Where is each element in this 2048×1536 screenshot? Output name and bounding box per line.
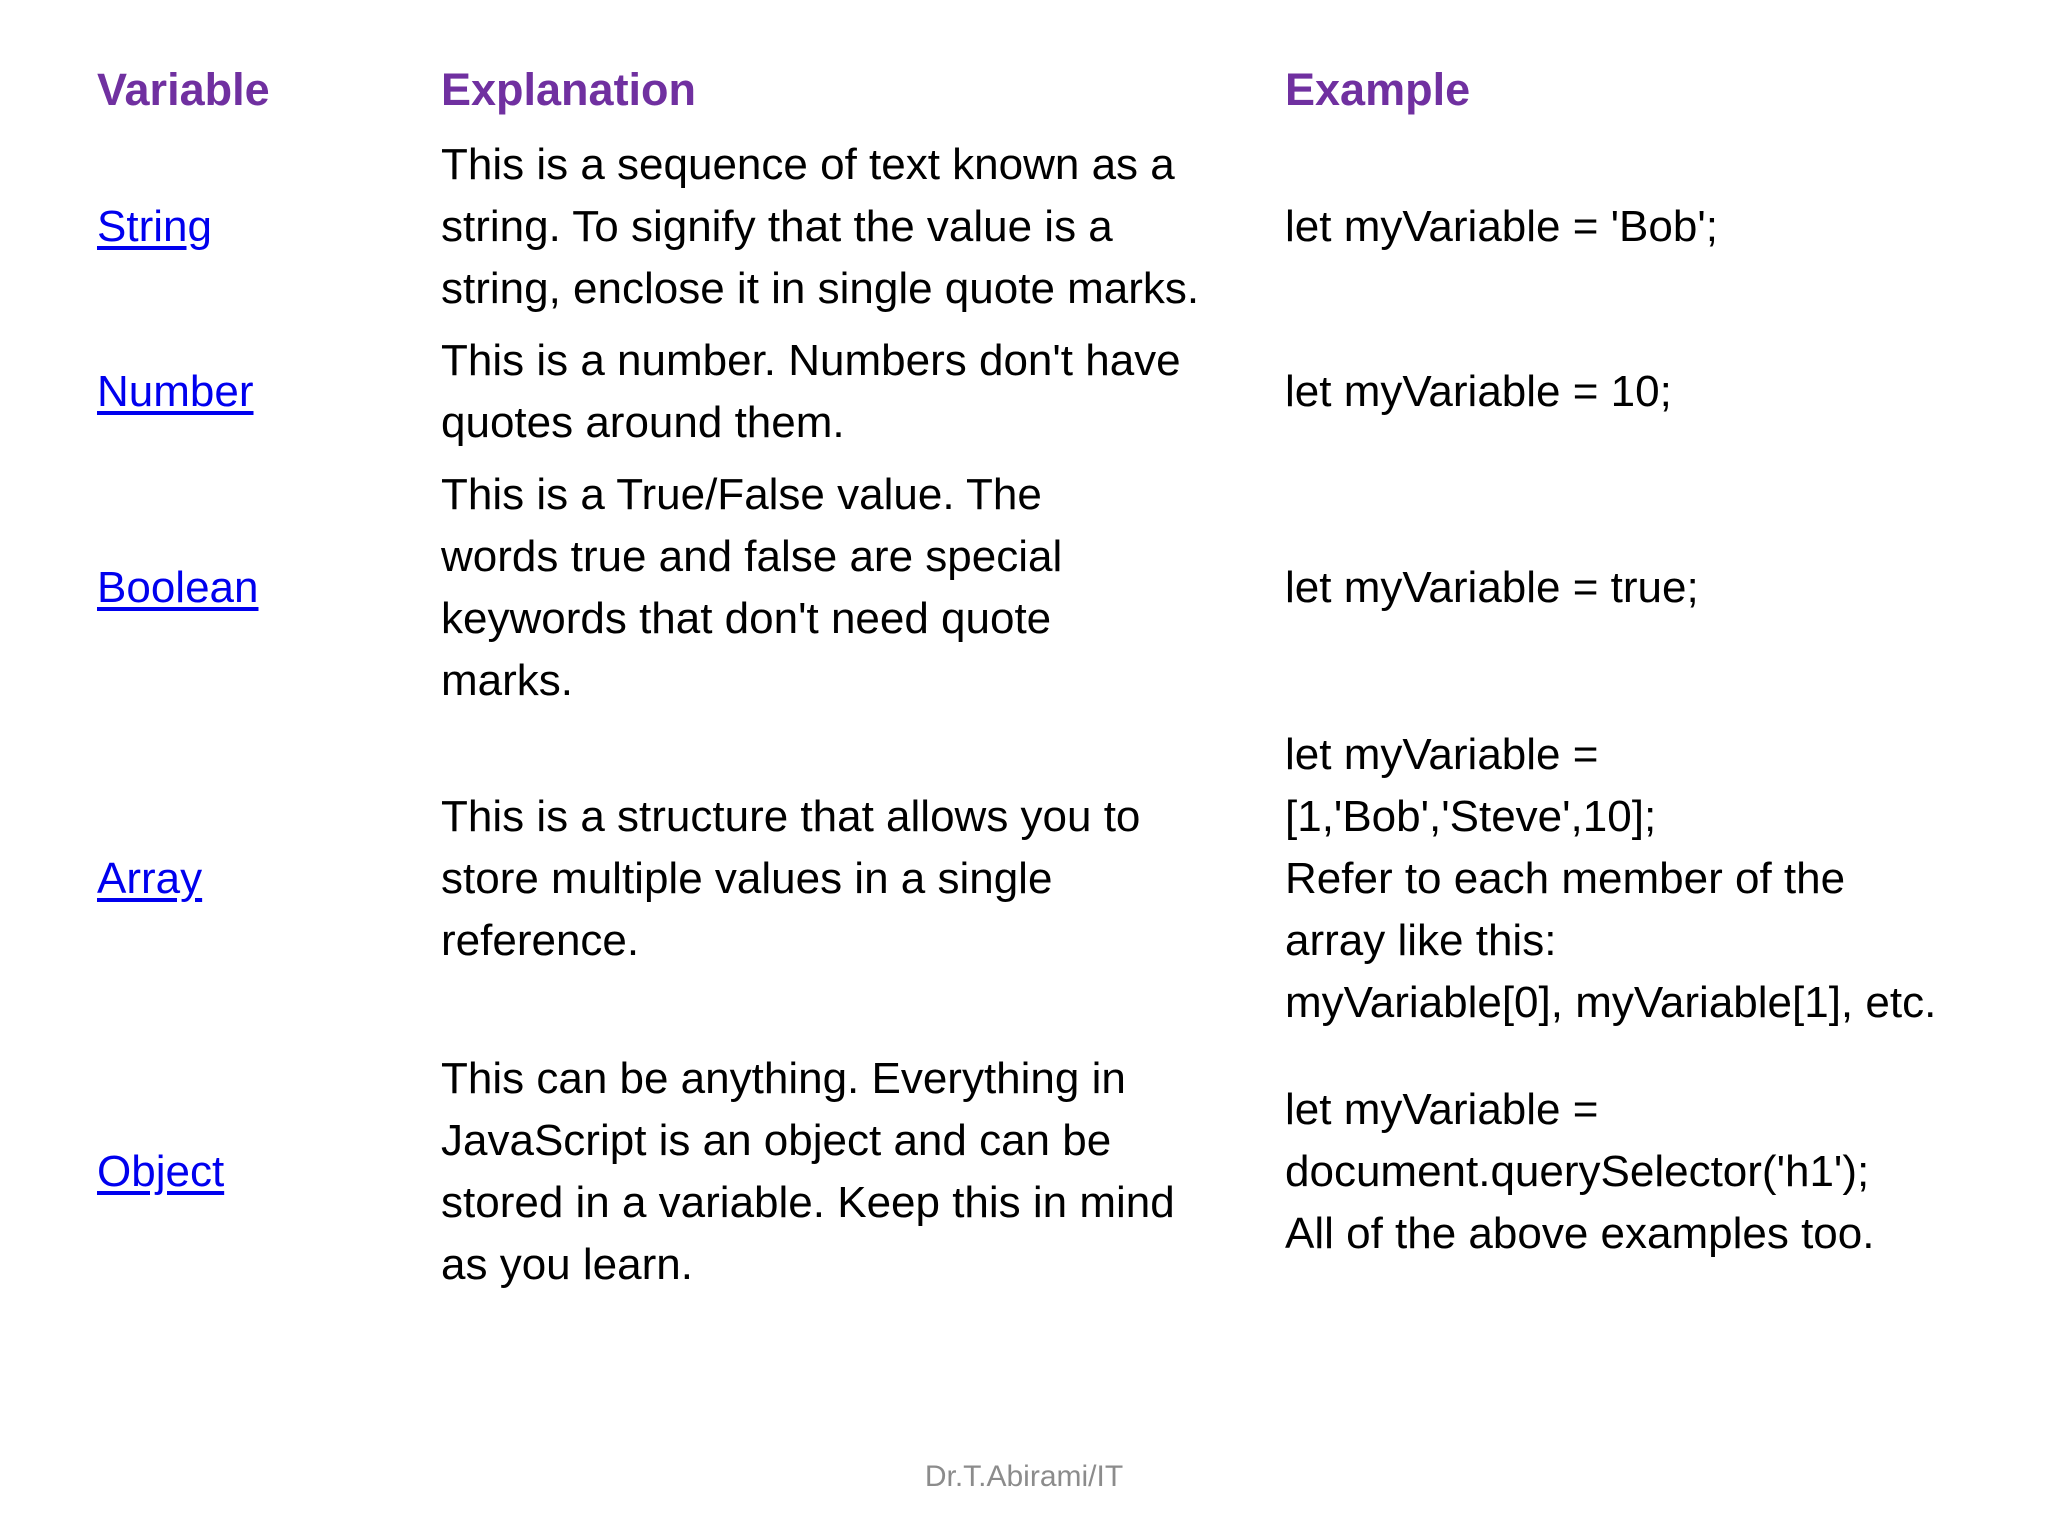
table-row-object — [0, 1044, 2048, 1300]
header-variable: Variable — [97, 64, 270, 115]
link-number[interactable]: Number — [97, 367, 254, 416]
example-array: let myVariable = [1,'Bob','Steve',10]; Refer to each member of the array like this: myVariable[0], myVariable[1], etc. — [1285, 730, 1937, 1027]
header-explanation: Explanation — [441, 64, 697, 115]
link-string[interactable]: String — [97, 202, 212, 251]
header-example: Example — [1285, 64, 1471, 115]
example-boolean: let myVariable = true; — [1285, 563, 1699, 612]
example-number: let myVariable = 10; — [1285, 367, 1672, 416]
example-object: let myVariable = document.querySelector('h1'); All of the above examples too. — [1285, 1085, 1875, 1258]
link-boolean[interactable]: Boolean — [97, 563, 259, 612]
link-array[interactable]: Array — [97, 854, 203, 903]
table-row-string — [0, 130, 2048, 324]
table-row-number — [0, 326, 2048, 458]
example-string: let myVariable = 'Bob'; — [1285, 202, 1718, 251]
explanation-boolean: This is a True/False value. The words true and false are special keywords that don't need quote marks. — [441, 470, 1063, 705]
footer-credit: Dr.T.Abirami/IT — [924, 1460, 1124, 1493]
table-row-boolean — [0, 462, 2048, 714]
table-row-array — [0, 720, 2048, 1038]
explanation-string: This is a sequence of text known as a string. To signify that the value is a string, enclose it in single quote marks. — [441, 140, 1200, 313]
explanation-array: This is a structure that allows you to store multiple values in a single reference. — [441, 792, 1141, 965]
explanation-number: This is a number. Numbers don't have quotes around them. — [441, 336, 1181, 447]
explanation-object: This can be anything. Everything in JavaScript is an object and can be stored in a variable. Keep this in mind as you learn. — [441, 1054, 1175, 1289]
link-object[interactable]: Object — [97, 1147, 225, 1196]
